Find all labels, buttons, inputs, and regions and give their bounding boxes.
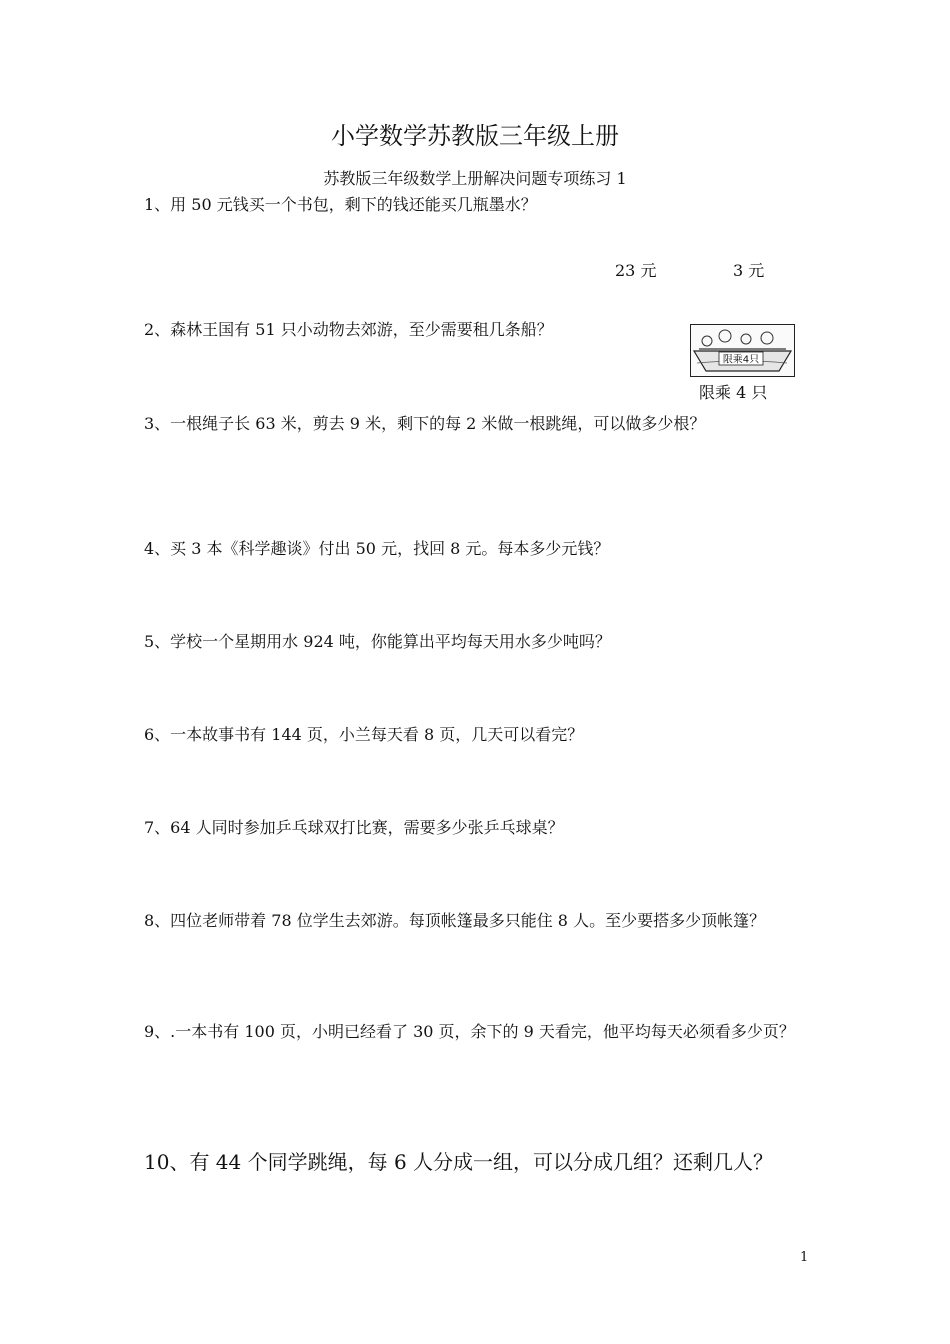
question-6: 6、一本故事书有 144 页，小兰每天看 8 页，几天可以看完？ — [144, 725, 584, 744]
question-2: 2、森林王国有 51 只小动物去郊游，至少需要租几条船？ — [144, 320, 553, 339]
question-7: 7、64 人同时参加乒乓球双打比赛，需要多少张乒乓球桌？ — [144, 818, 564, 837]
boat-illustration — [690, 324, 795, 377]
question-8: 8、四位老师带着 78 位学生去郊游。每顶帐篷最多只能住 8 人。至少要搭多少顶帐篷？ — [144, 911, 766, 930]
question-10: 10、有 44 个同学跳绳，每 6 人分成一组，可以分成几组？还剩几人？ — [144, 1150, 774, 1174]
question-5: 5、学校一个星期用水 924 吨，你能算出平均每天用水多少吨吗？ — [144, 632, 611, 651]
boat-icon — [691, 325, 794, 376]
boat-caption: 限乘 4 只 — [699, 383, 768, 402]
page-number: 1 — [800, 1250, 809, 1265]
price-schoolbag: 23 元 — [615, 261, 657, 280]
question-3: 3、一根绳子长 63 米，剪去 9 米，剩下的每 2 米做一根跳绳，可以做多少根？ — [144, 414, 706, 433]
page-title: 小学数学苏教版三年级上册 — [331, 122, 619, 150]
boat-sign-text: 限乘4只 — [722, 354, 760, 366]
question-9: 9、.一本书有 100 页，小明已经看了 30 页，余下的 9 天看完，他平均每天必须看多少页？ — [144, 1022, 795, 1041]
question-4: 4、买 3 本《科学趣谈》付出 50 元，找回 8 元。每本多少元钱？ — [144, 539, 610, 558]
question-1: 1、用 50 元钱买一个书包，剩下的钱还能买几瓶墨水？ — [144, 195, 537, 214]
page-subtitle: 苏教版三年级数学上册解决问题专项练习 1 — [323, 169, 627, 188]
price-ink: 3 元 — [733, 261, 765, 280]
